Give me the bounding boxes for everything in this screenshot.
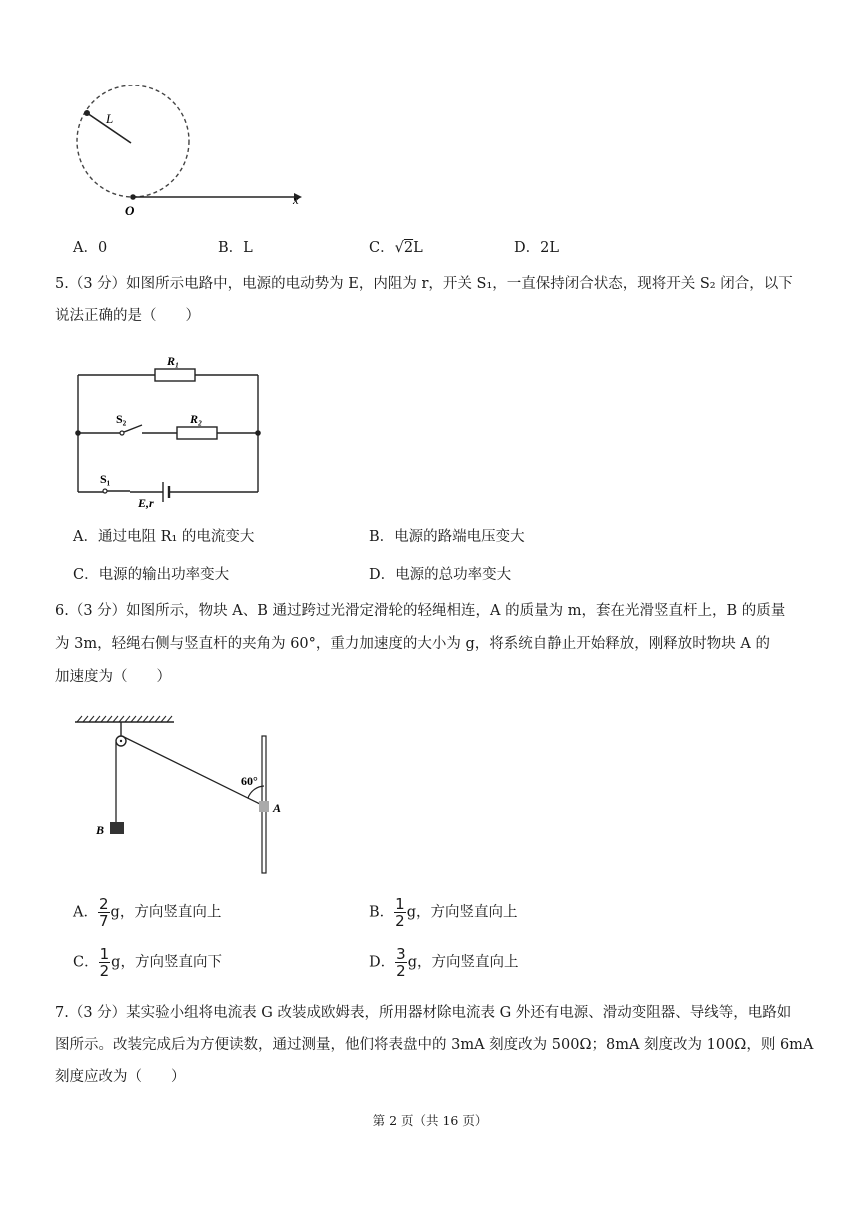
q7-stem-line-2: 图所示。改装完成后为方便读数，通过测量，他们将表盘中的 3mA 刻度改为 500Ω；8mA 刻度改为 100Ω，则 6mA xyxy=(55,1037,814,1053)
option-text: 2L xyxy=(540,240,559,256)
option-letter: A． xyxy=(73,240,98,256)
rope-to-a xyxy=(124,737,262,805)
q4-option-c xyxy=(369,238,423,258)
label-r1: R₁ xyxy=(167,355,180,368)
q6-stem-line-1: 6.（3 分）如图所示，物块 A、B 通过跨过光滑定滑轮的轻绳相连，A 的质量为 m，套在光滑竖直杆上，B 的质量 xyxy=(55,603,786,619)
label-angle: 60° xyxy=(241,774,258,788)
q4-option-d xyxy=(514,238,559,258)
q7-stem-line-1: 7.（3 分）某实验小组将电流表 G 改装成欧姆表，所用器材除电流表 G 外还有电源、滑动变阻器、导线等，电路如 xyxy=(55,1005,792,1021)
option-text: g，方向竖直向上 xyxy=(110,904,222,921)
q5-stem xyxy=(55,274,815,326)
pulley-axle xyxy=(120,740,122,742)
block-b xyxy=(110,822,124,834)
label-er: E,r xyxy=(138,496,154,510)
q4-option-a xyxy=(73,238,107,258)
fraction-denominator: 2 xyxy=(395,912,405,930)
option-letter: D． xyxy=(369,954,396,971)
sqrt-argument: 2 xyxy=(403,240,414,256)
option-letter: A． xyxy=(73,904,98,921)
label-b: B xyxy=(96,823,105,837)
option-text: g，方向竖直向下 xyxy=(111,954,222,971)
q5-option-c xyxy=(73,565,229,585)
label-L: L xyxy=(106,111,114,126)
fraction-numerator: 1 xyxy=(99,945,110,963)
option-letter: C． xyxy=(73,954,99,971)
option-letter: C． xyxy=(369,240,395,256)
fraction-numerator: 1 xyxy=(395,895,405,913)
switch-s1-pivot xyxy=(103,489,107,493)
ceiling-hatching xyxy=(77,716,172,722)
option-text: 通过电阻 R₁ 的电流变大 xyxy=(97,529,255,545)
fraction-numerator: 3 xyxy=(396,945,406,963)
q4-option-b xyxy=(218,238,253,258)
option-letter: B． xyxy=(218,240,244,256)
pendulum-bob xyxy=(84,110,90,116)
label-O: O xyxy=(125,203,135,218)
option-text: L xyxy=(413,240,423,256)
q5-option-a xyxy=(73,527,254,547)
option-text: g，方向竖直向上 xyxy=(406,904,518,921)
fraction-denominator: 7 xyxy=(98,912,109,930)
page-footer: 第 2 页（共 16 页） xyxy=(372,1113,488,1128)
label-x: x xyxy=(293,192,299,207)
switch-s2-pivot xyxy=(120,431,124,435)
q6-option-d xyxy=(369,946,518,979)
q6-option-a xyxy=(73,896,221,929)
option-text: 电源的总功率变大 xyxy=(395,567,512,583)
q6-pulley-figure xyxy=(70,712,300,877)
q6-stem-line-3: 加速度为（ ） xyxy=(55,669,171,685)
label-s2: S₂ xyxy=(116,412,127,426)
q5-option-b xyxy=(369,527,525,547)
option-text: g，方向竖直向上 xyxy=(407,954,519,971)
fraction xyxy=(394,896,406,929)
q7-stem-line-3: 刻度应改为（ ） xyxy=(55,1069,186,1085)
option-text: 电源的输出功率变大 xyxy=(98,567,230,583)
fraction xyxy=(98,896,110,929)
q5-circuit-figure xyxy=(70,355,270,510)
q4-circle-figure xyxy=(60,85,310,220)
option-letter: A． xyxy=(73,529,98,545)
option-letter: D． xyxy=(514,240,541,256)
option-letter: B． xyxy=(369,529,395,545)
q5-stem-line-1: 5.（3 分）如图所示电路中，电源的电动势为 E，内阻为 r，开关 S₁，一直保持闭合状态，现将开关 S₂ 闭合，以下 xyxy=(55,276,793,292)
origin-point xyxy=(130,194,136,200)
fraction-denominator: 2 xyxy=(99,962,110,980)
label-r2: R₂ xyxy=(190,412,203,426)
sqrt-sign: √ xyxy=(394,240,404,256)
q5-option-d xyxy=(369,565,511,585)
fraction-numerator: 2 xyxy=(98,895,109,913)
fraction xyxy=(99,946,111,979)
q5-stem-line-2: 说法正确的是（ ） xyxy=(55,308,200,324)
block-a xyxy=(259,801,269,812)
label-a: A xyxy=(273,801,282,815)
resistor-r2 xyxy=(177,427,217,439)
q7-stem xyxy=(55,1003,815,1087)
option-letter: D． xyxy=(369,567,396,583)
option-text: 电源的路端电压变大 xyxy=(394,529,525,545)
option-letter: C． xyxy=(73,567,99,583)
resistor-r1 xyxy=(155,369,195,381)
switch-s2-blade xyxy=(124,425,142,432)
fraction xyxy=(395,946,407,979)
option-text: L xyxy=(243,240,253,256)
option-letter: B． xyxy=(369,904,395,921)
option-text: 0 xyxy=(97,240,108,256)
q6-option-c xyxy=(73,946,222,979)
q6-option-b xyxy=(369,896,518,929)
fraction-denominator: 2 xyxy=(396,962,406,980)
q6-stem-line-2: 为 3m，轻绳右侧与竖直杆的夹角为 60°，重力加速度的大小为 g，将系统自静止开始释放，刚释放时物块 A 的 xyxy=(55,636,770,652)
q6-stem xyxy=(55,601,815,687)
label-s1: S₁ xyxy=(100,472,111,486)
dashed-circle xyxy=(77,85,189,197)
